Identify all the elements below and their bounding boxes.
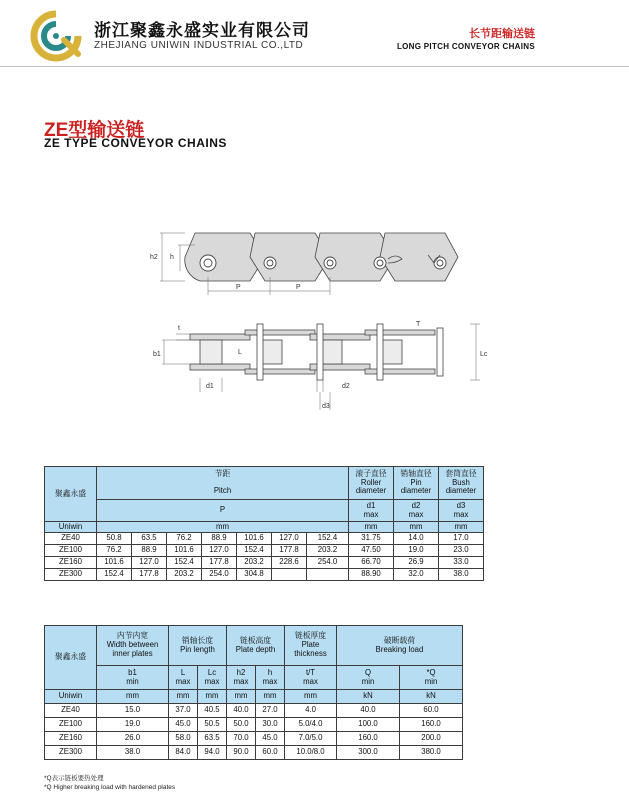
model-cell: ZE300 xyxy=(45,746,97,760)
roller-cell: 47.50 xyxy=(349,545,394,557)
b1-cell: 15.0 xyxy=(97,704,169,718)
dim-label-Lc: Lc xyxy=(480,351,488,358)
pin-header-en: Pin diameter xyxy=(400,477,432,496)
Qstar-cell: 160.0 xyxy=(400,718,463,732)
Qstar-cell: 200.0 xyxy=(400,732,463,746)
pitch-cell: 127.0 xyxy=(272,533,307,545)
Lc-symbol: Lc max xyxy=(198,666,227,690)
Q-symbol: Q min xyxy=(337,666,400,690)
footnote-cn: *Q表示链板要热处理 xyxy=(44,775,104,782)
footnote-en: *Q Higher breaking load with hardened plates xyxy=(44,784,176,791)
model-cell: ZE160 xyxy=(45,557,97,569)
Qstar-cell: 380.0 xyxy=(400,746,463,760)
pitch-symbol: P xyxy=(97,500,349,522)
b1-symbol: b1 min xyxy=(97,666,169,690)
bush-cell: 38.0 xyxy=(439,569,484,581)
chain-side-view-diagram xyxy=(140,215,470,300)
pin-unit: mm xyxy=(394,522,439,533)
bush-cell: 17.0 xyxy=(439,533,484,545)
Lc-cell: 40.5 xyxy=(198,704,227,718)
dim-label-T: T xyxy=(416,321,421,328)
Qstar-cell: 60.0 xyxy=(400,704,463,718)
plate-depth-header: 链板高度 Plate depth xyxy=(227,626,285,666)
Q-cell: 100.0 xyxy=(337,718,400,732)
top-view-rollers xyxy=(200,340,402,364)
category-title-en: LONG PITCH CONVEYOR CHAINS xyxy=(396,42,535,51)
brand-header-en: Uniwin xyxy=(45,690,97,704)
unit-cell: mm xyxy=(198,690,227,704)
company-logo xyxy=(30,10,82,62)
pitch-cell: 152.4 xyxy=(97,569,132,581)
pitch-header-en: Pitch xyxy=(213,486,232,496)
pitch-cell: 254.0 xyxy=(202,569,237,581)
bush-symbol: d3 max xyxy=(439,500,484,522)
bush-cell: 33.0 xyxy=(439,557,484,569)
pin-cell: 19.0 xyxy=(394,545,439,557)
bush-header-cn: 套筒直径 xyxy=(445,468,477,478)
roller-diameter-header xyxy=(349,467,394,500)
pitch-cell: 63.5 xyxy=(132,533,167,545)
dim-label-d1: d1 xyxy=(206,383,214,390)
pitch-cell: 152.4 xyxy=(237,545,272,557)
b1-cell: 38.0 xyxy=(97,746,169,760)
h-symbol: h max xyxy=(256,666,285,690)
dim-label-d3: d3 xyxy=(322,403,330,410)
bush-header-en: Bush diameter xyxy=(445,477,477,496)
unit-cell: mm xyxy=(227,690,256,704)
pin-diameter-header xyxy=(394,467,439,500)
dim-label-t: t xyxy=(178,325,180,332)
pitch-cell: 101.6 xyxy=(97,557,132,569)
dim-label-p1: P xyxy=(236,284,241,291)
model-cell: ZE300 xyxy=(45,569,97,581)
plate-thickness-header: 链板厚度 Plate thickness xyxy=(285,626,337,666)
pitch-cell: 152.4 xyxy=(167,557,202,569)
pitch-cell: 76.2 xyxy=(167,533,202,545)
bush-cell: 23.0 xyxy=(439,545,484,557)
pitch-cell xyxy=(272,569,307,581)
L-cell: 58.0 xyxy=(169,732,198,746)
pitch-unit: mm xyxy=(97,522,349,533)
h2-cell: 50.0 xyxy=(227,718,256,732)
side-view-plates xyxy=(185,233,458,281)
tT-symbol: t/T max xyxy=(285,666,337,690)
dim-label-d2: d2 xyxy=(342,383,350,390)
b1-cell: 26.0 xyxy=(97,732,169,746)
pitch-cell: 228.6 xyxy=(272,557,307,569)
unit-cell: kN xyxy=(400,690,463,704)
company-name-cn: 浙江聚鑫永盛实业有限公司 xyxy=(94,21,310,40)
b1-cell: 19.0 xyxy=(97,718,169,732)
model-cell: ZE100 xyxy=(45,545,97,557)
pitch-cell: 127.0 xyxy=(202,545,237,557)
bush-diameter-header xyxy=(439,467,484,500)
h2-cell: 90.0 xyxy=(227,746,256,760)
pin-symbol: d2 max xyxy=(394,500,439,522)
Lc-cell: 94.0 xyxy=(198,746,227,760)
dim-label-p2: P xyxy=(296,284,301,291)
pin-cell: 32.0 xyxy=(394,569,439,581)
unit-cell: mm xyxy=(285,690,337,704)
roller-cell: 31.75 xyxy=(349,533,394,545)
roller-header-en: Roller diameter xyxy=(355,477,387,496)
pitch-cell: 254.0 xyxy=(307,557,349,569)
width-header: 内节内宽 Width between inner plates xyxy=(97,626,169,666)
dim-label-L: L xyxy=(238,349,242,356)
header-divider xyxy=(0,66,629,67)
pitch-cell: 177.8 xyxy=(272,545,307,557)
pitch-cell: 127.0 xyxy=(132,557,167,569)
brand-header-cn: 聚鑫永盛 xyxy=(45,626,97,690)
pitch-cell: 88.9 xyxy=(132,545,167,557)
company-name-en: ZHEJIANG UNIWIN INDUSTRIAL CO.,LTD xyxy=(94,40,304,51)
pitch-cell: 152.4 xyxy=(307,533,349,545)
chain-top-view-diagram xyxy=(150,318,500,418)
unit-cell: mm xyxy=(97,690,169,704)
Qstar-symbol: *Q min xyxy=(400,666,463,690)
pin-length-header: 销轴长度 Pin length xyxy=(169,626,227,666)
Lc-cell: 63.5 xyxy=(198,732,227,746)
h2-cell: 40.0 xyxy=(227,704,256,718)
L-cell: 37.0 xyxy=(169,704,198,718)
tT-cell: 10.0/8.0 xyxy=(285,746,337,760)
table2-right-blank xyxy=(463,626,573,760)
pitch-header xyxy=(97,467,349,500)
category-title-cn: 长节距输送链 xyxy=(469,28,535,40)
roller-cell: 66.70 xyxy=(349,557,394,569)
L-cell: 45.0 xyxy=(169,718,198,732)
pitch-cell: 203.2 xyxy=(167,569,202,581)
Q-cell: 40.0 xyxy=(337,704,400,718)
dimensions-table-2 xyxy=(44,625,573,760)
dim-label-b1: b1 xyxy=(153,351,161,358)
tT-cell: 4.0 xyxy=(285,704,337,718)
pitch-cell: 203.2 xyxy=(307,545,349,557)
pitch-cell: 177.8 xyxy=(132,569,167,581)
unit-cell: kN xyxy=(337,690,400,704)
bush-unit: mm xyxy=(439,522,484,533)
roller-cell: 88.90 xyxy=(349,569,394,581)
Q-cell: 160.0 xyxy=(337,732,400,746)
model-cell: ZE40 xyxy=(45,704,97,718)
unit-cell: mm xyxy=(169,690,198,704)
page-title-cn: ZE型输送链 xyxy=(44,120,145,141)
table1-right-blank xyxy=(484,467,573,581)
brand-header-cn: 聚鑫永盛 xyxy=(45,467,97,522)
pitch-cell: 101.6 xyxy=(237,533,272,545)
h-cell: 30.0 xyxy=(256,718,285,732)
dim-label-h: h xyxy=(170,254,174,261)
pitch-cell: 88.9 xyxy=(202,533,237,545)
pitch-cell: 101.6 xyxy=(167,545,202,557)
dim-label-h2: h2 xyxy=(150,254,158,261)
pitch-cell: 304.8 xyxy=(237,569,272,581)
h2-symbol: h2 max xyxy=(227,666,256,690)
L-symbol: L max xyxy=(169,666,198,690)
h-cell: 60.0 xyxy=(256,746,285,760)
pitch-cell: 76.2 xyxy=(97,545,132,557)
breaking-load-header: 破断载荷 Breaking load xyxy=(337,626,463,666)
h-cell: 27.0 xyxy=(256,704,285,718)
roller-symbol: d1 max xyxy=(349,500,394,522)
Q-cell: 300.0 xyxy=(337,746,400,760)
pin-cell: 26.9 xyxy=(394,557,439,569)
pitch-cell xyxy=(307,569,349,581)
pin-header-cn: 销轴直径 xyxy=(400,468,432,478)
model-cell: ZE100 xyxy=(45,718,97,732)
dimensions-table-1 xyxy=(44,466,573,581)
roller-header-cn: 滚子直径 xyxy=(355,468,387,478)
L-cell: 84.0 xyxy=(169,746,198,760)
tT-cell: 5.0/4.0 xyxy=(285,718,337,732)
Lc-cell: 50.5 xyxy=(198,718,227,732)
pitch-cell: 203.2 xyxy=(237,557,272,569)
pitch-header-cn: 节距 xyxy=(214,468,231,478)
model-cell: ZE160 xyxy=(45,732,97,746)
brand-header-en: Uniwin xyxy=(45,522,97,533)
pitch-cell: 177.8 xyxy=(202,557,237,569)
h2-cell: 70.0 xyxy=(227,732,256,746)
pin-cell: 14.0 xyxy=(394,533,439,545)
pitch-cell: 50.8 xyxy=(97,533,132,545)
unit-cell: mm xyxy=(256,690,285,704)
h-cell: 45.0 xyxy=(256,732,285,746)
model-cell: ZE40 xyxy=(45,533,97,545)
page-title-en: ZE TYPE CONVEYOR CHAINS xyxy=(44,136,227,150)
tT-cell: 7.0/5.0 xyxy=(285,732,337,746)
roller-unit: mm xyxy=(349,522,394,533)
